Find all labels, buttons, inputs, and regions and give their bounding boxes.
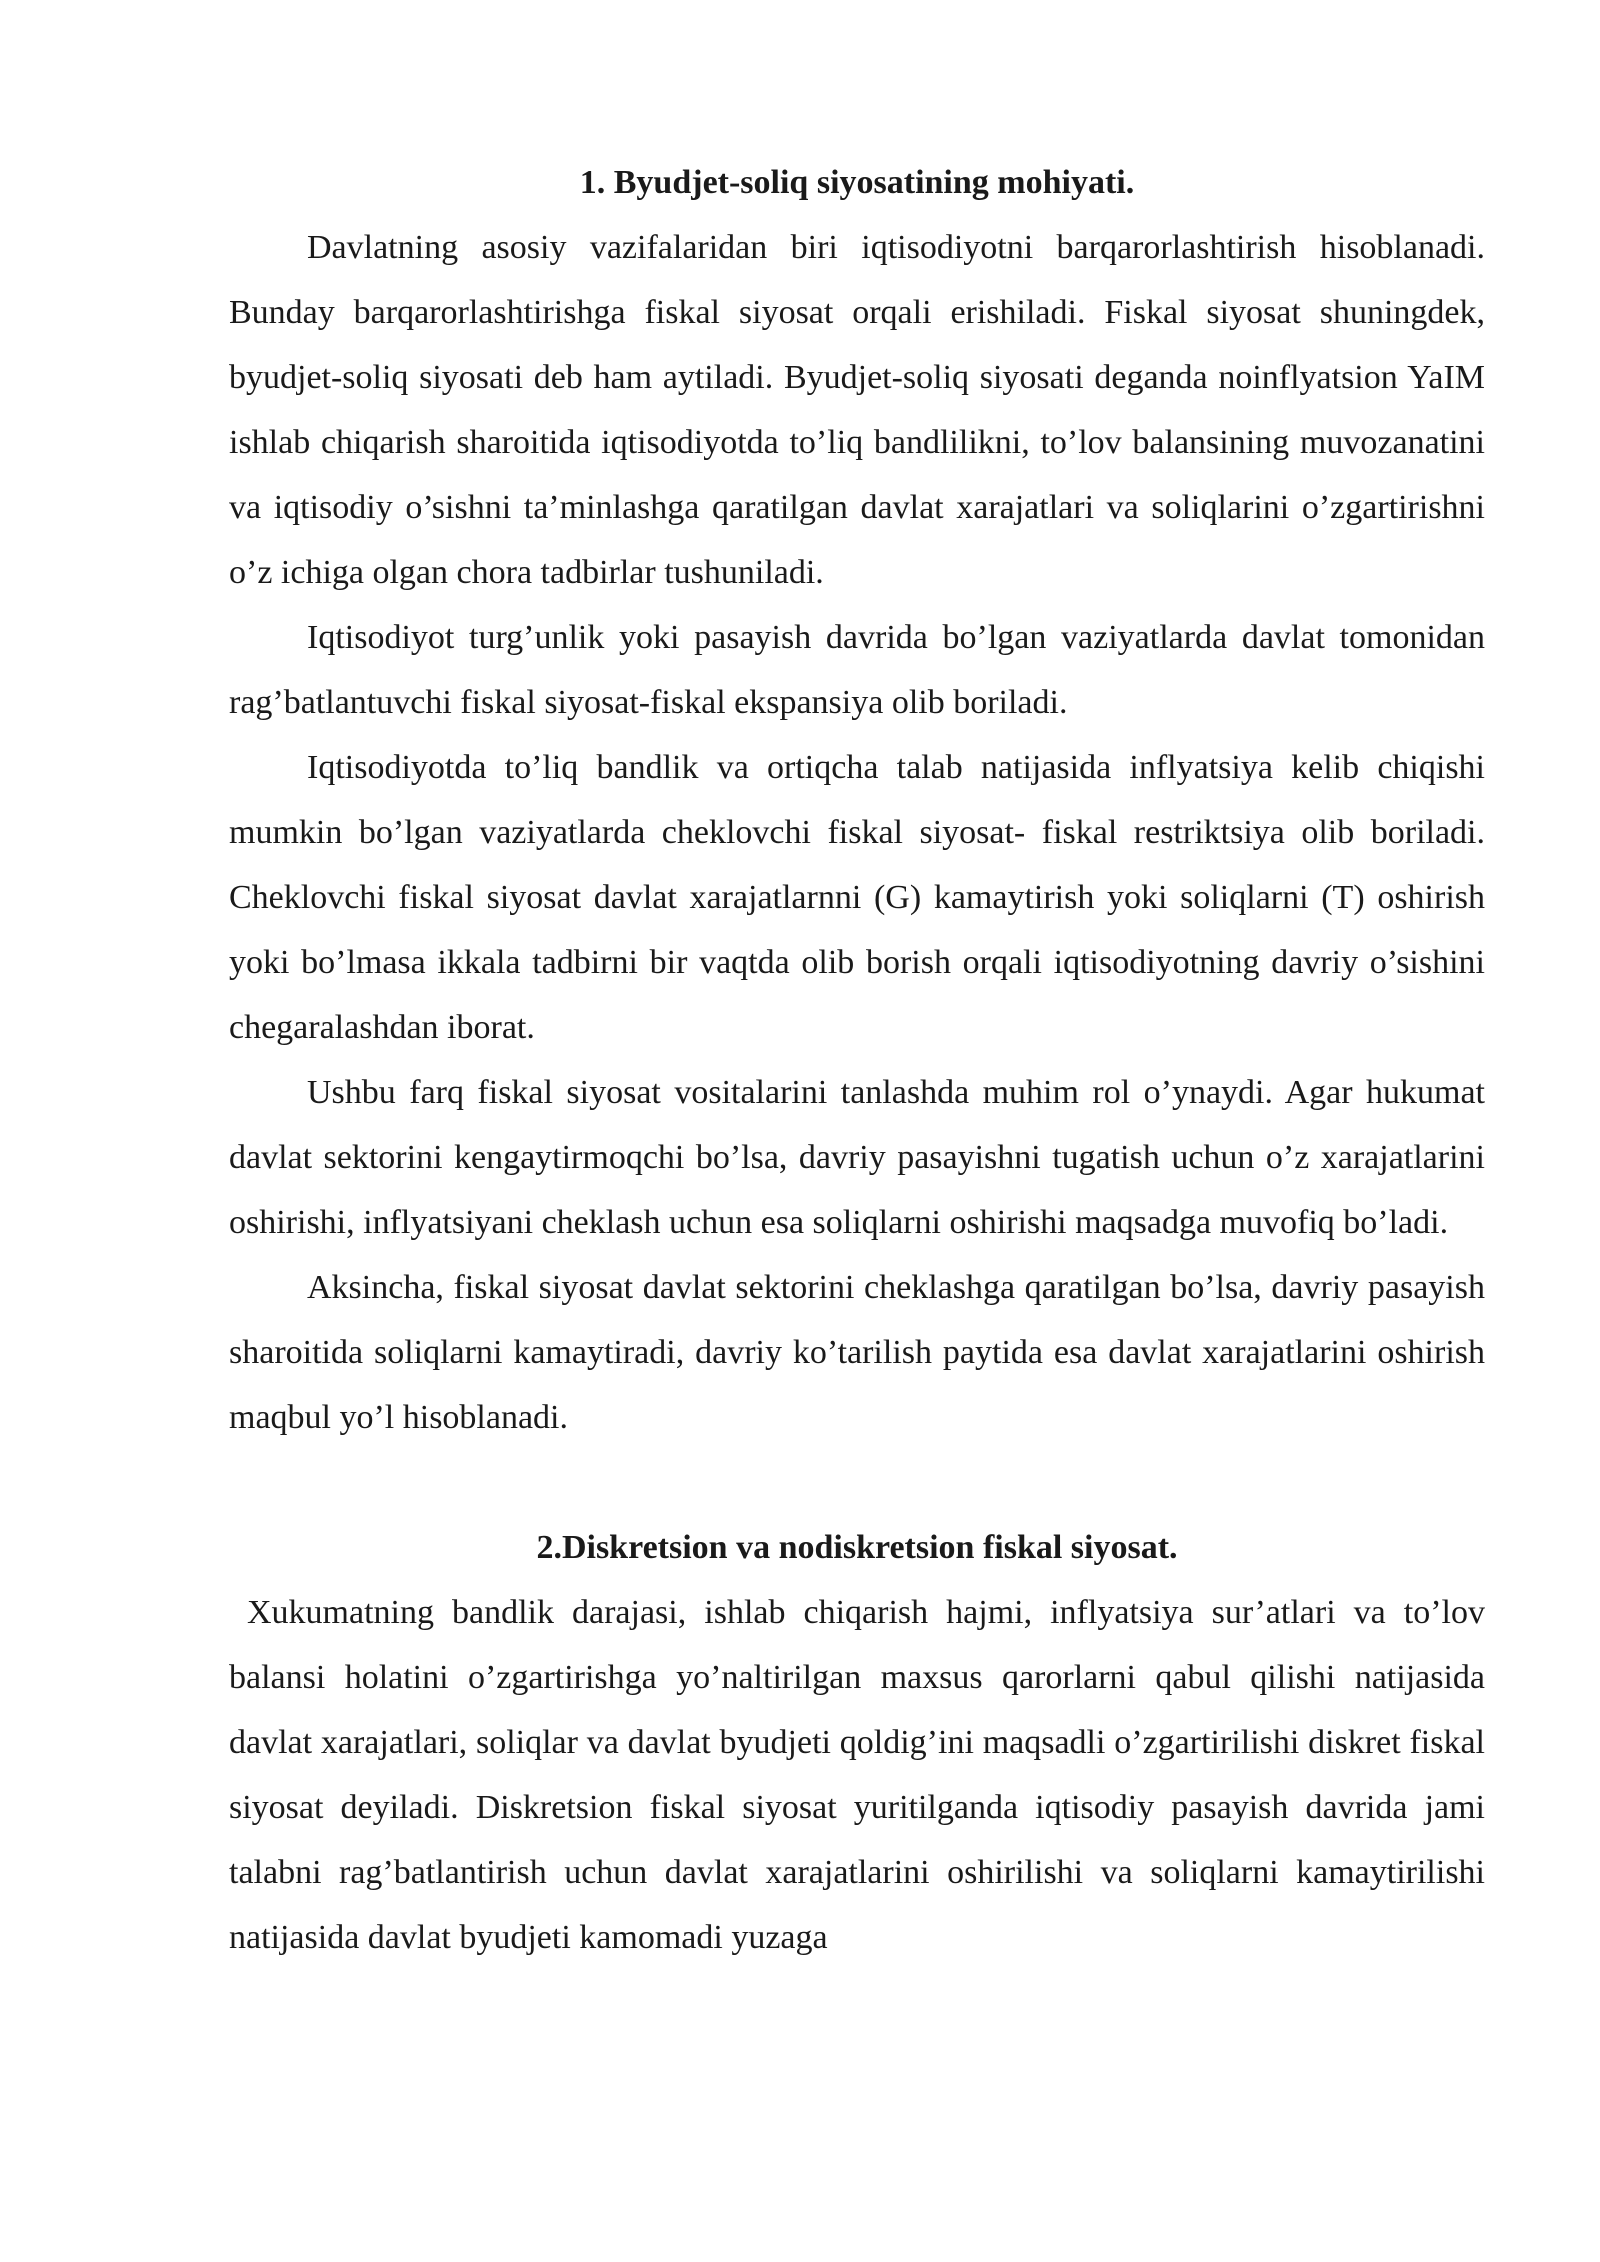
- section-spacer: [229, 1450, 1485, 1515]
- document-body: [229, 150, 1485, 1970]
- section-1-paragraph-4: Ushbu farq fiskal siyosat vositalarini tanlashda muhim rol o’ynaydi. Agar hukumat davlat sektorini kengaytirmoqchi bo’lsa, davriy pasayishni tugatish uchun o’z xarajatlarini oshirishi, inflyatsiyani cheklash uchun esa soliqlarni oshirishi maqsadga muvofiq bo’ladi.: [229, 1074, 1485, 1241]
- section-1-paragraph-1: Davlatning asosiy vazifalaridan biri iqtisodiyotni barqarorlashtirish hisoblanadi. Bunday barqarorlashtirishga fiskal siyosat orqali erishiladi. Fiskal siyosat shuningdek, byudjet-soliq siyosati deb ham aytiladi. Byudjet-soliq siyosati deganda noinflyatsion YaIM ishlab chiqarish sharoitida iqtisodiyotda to’liq bandlilikni, to’lov balansining muvozanatini va iqtisodiy o’sishni ta’minlashga qaratilgan davlat xarajatlari va soliqlarini o’zgartirishni o’z ichiga olgan chora tadbirlar tushuniladi.: [229, 229, 1485, 591]
- section-1-paragraph-3: Iqtisodiyotda to’liq bandlik va ortiqcha talab natijasida inflyatsiya kelib chiqishi mumkin bo’lgan vaziyatlarda cheklovchi fiskal siyosat- fiskal restriktsiya olib boriladi. Cheklovchi fiskal siyosat davlat xarajatlarnni (G) kamaytirish yoki soliqlarni (T) oshirish yoki bo’lmasa ikkala tadbirni bir vaqtda olib borish orqali iqtisodiyotning davriy o’sishini chegaralashdan iborat.: [229, 749, 1485, 1046]
- section-1-heading: 1. Byudjet-soliq siyosatining mohiyati.: [579, 164, 1135, 201]
- section-2-heading: 2.Diskretsion va nodiskretsion fiskal siyosat.: [536, 1529, 1178, 1566]
- section-1-paragraph-5: Aksincha, fiskal siyosat davlat sektorini cheklashga qaratilgan bo’lsa, davriy pasayish sharoitida soliqlarni kamaytiradi, davriy ko’tarilish paytida esa davlat xarajatlarini oshirish maqbul yo’l hisoblanadi.: [229, 1269, 1485, 1436]
- section-1-paragraph-2: Iqtisodiyot turg’unlik yoki pasayish davrida bo’lgan vaziyatlarda davlat tomonidan rag’batlantuvchi fiskal siyosat-fiskal ekspansiya olib boriladi.: [229, 619, 1485, 721]
- section-2-paragraph-1: Xukumatning bandlik darajasi, ishlab chiqarish hajmi, inflyatsiya sur’atlari va to’lov balansi holatini o’zgartirishga yo’naltirilgan maxsus qarorlarni qabul qilishi natijasida davlat xarajatlari, soliqlar va davlat byudjeti qoldig’ini maqsadli o’zgartirilishi diskret fiskal siyosat deyiladi. Diskretsion fiskal siyosat yuritilganda iqtisodiy pasayish davrida jami talabni rag’batlantirish uchun davlat xarajatlarini oshirilishi va soliqlarni kamaytirilishi natijasida davlat byudjeti kamomadi yuzaga: [229, 1594, 1485, 1956]
